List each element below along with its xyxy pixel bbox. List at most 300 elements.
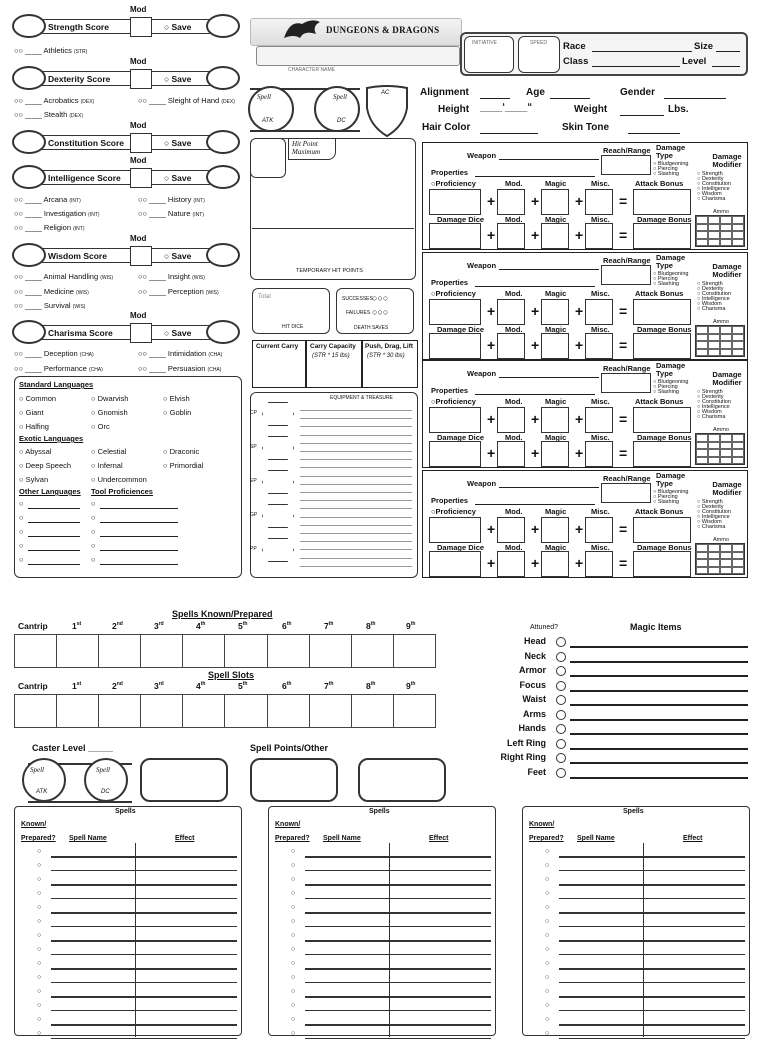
spell-row[interactable]	[559, 912, 745, 914]
ammo-tracker[interactable]	[695, 325, 745, 357]
ability-modifier-box[interactable]	[130, 168, 152, 188]
reach-box[interactable]	[601, 373, 651, 393]
spell-points-box-3[interactable]	[358, 758, 446, 802]
prepared-check[interactable]: ○	[291, 848, 296, 855]
ammo-cell[interactable]	[708, 326, 720, 334]
damage-dice-box[interactable]	[429, 551, 481, 577]
damage-modifier-option[interactable]: ○ Strength	[697, 499, 723, 505]
ammo-cell[interactable]	[720, 559, 732, 567]
proficiency-circles-icon[interactable]: ○○ ____	[138, 96, 168, 105]
ammo-tracker[interactable]	[695, 215, 745, 247]
language-option[interactable]: ○ Orc	[91, 422, 110, 431]
coin-box[interactable]	[262, 402, 294, 426]
damage-modifier-option[interactable]: ○ Wisdom	[697, 191, 722, 197]
spell-row[interactable]	[51, 996, 237, 998]
ammo-cell[interactable]	[732, 567, 744, 575]
coin-box[interactable]	[262, 504, 294, 528]
proficiency-circles-icon[interactable]: ○○ ____	[138, 287, 168, 296]
magic-item-field[interactable]	[570, 661, 748, 663]
prepared-check[interactable]: ○	[291, 918, 296, 925]
damage-mod-box[interactable]	[497, 441, 525, 467]
class-field[interactable]	[592, 66, 680, 67]
skin-field[interactable]	[628, 133, 680, 134]
spell-row[interactable]	[305, 940, 491, 942]
language-option[interactable]: ○ Draconic	[163, 447, 200, 456]
language-option[interactable]: ○ Elvish	[163, 394, 190, 403]
damage-type-option[interactable]: ○ Piercing	[653, 166, 678, 172]
ability-modifier-box[interactable]	[130, 17, 152, 37]
skill-deception[interactable]	[14, 349, 94, 358]
prepared-check[interactable]: ○	[37, 890, 42, 897]
ammo-cell[interactable]	[696, 326, 708, 334]
spell-row[interactable]	[305, 996, 491, 998]
damage-bonus-box[interactable]	[633, 551, 691, 577]
language-option[interactable]: ○ Giant	[19, 408, 44, 417]
attuned-check[interactable]	[556, 710, 566, 720]
lower-spell-dc-circle[interactable]	[84, 758, 128, 802]
language-option[interactable]: ○ Halfing	[19, 422, 49, 431]
spell-atk-circle[interactable]	[248, 86, 294, 132]
spell-slots-row[interactable]	[14, 694, 436, 728]
magic-box[interactable]	[541, 189, 569, 215]
skill-medicine[interactable]	[14, 287, 89, 296]
spell-row[interactable]	[305, 898, 491, 899]
language-option[interactable]: ○ Gnomish	[91, 408, 128, 417]
prepared-check[interactable]: ○	[291, 1016, 296, 1023]
ammo-cell[interactable]	[708, 231, 720, 239]
ability-secondary-oval[interactable]	[206, 130, 240, 154]
spell-row[interactable]	[559, 996, 745, 998]
damage-modifier-option[interactable]: ○ Dexterity	[697, 176, 724, 182]
prepared-check[interactable]: ○	[37, 988, 42, 995]
ammo-cell[interactable]	[708, 216, 720, 224]
ammo-cell[interactable]	[732, 341, 744, 349]
tool-proficiency-field[interactable]: ○	[91, 499, 96, 508]
damage-modifier-option[interactable]: ○ Intelligence	[697, 186, 730, 192]
magic-box[interactable]	[541, 407, 569, 433]
prepared-check[interactable]: ○	[291, 862, 296, 869]
damage-magic-box[interactable]	[541, 551, 569, 577]
save-check[interactable]	[164, 328, 191, 338]
save-check[interactable]	[164, 22, 191, 32]
equipment-line[interactable]	[300, 484, 412, 485]
damage-bonus-box[interactable]	[633, 333, 691, 359]
spell-points-box-2[interactable]	[250, 758, 338, 802]
other-language-field[interactable]: ○	[19, 555, 24, 564]
spell-row[interactable]	[51, 898, 237, 899]
ability-modifier-box[interactable]	[130, 69, 152, 89]
proficiency-circles-icon[interactable]: ○○ ____	[14, 110, 44, 119]
race-field[interactable]	[592, 51, 692, 52]
skill-stealth[interactable]	[14, 110, 83, 119]
ability-modifier-box[interactable]	[130, 133, 152, 153]
proficiency-circles-icon[interactable]: ○○ ____	[138, 349, 168, 358]
equipment-line[interactable]	[300, 525, 412, 526]
prepared-check[interactable]: ○	[291, 988, 296, 995]
skill-arcana[interactable]	[14, 195, 81, 204]
damage-modifier-option[interactable]: ○ Charisma	[697, 196, 726, 202]
prepared-check[interactable]: ○	[545, 932, 550, 939]
ammo-cell[interactable]	[708, 559, 720, 567]
lower-spell-atk-circle[interactable]	[22, 758, 66, 802]
save-check[interactable]	[164, 251, 191, 261]
ammo-cell[interactable]	[696, 567, 708, 575]
prepared-check[interactable]: ○	[545, 918, 550, 925]
equipment-line[interactable]	[300, 467, 412, 468]
damage-modifier-option[interactable]: ○ Strength	[697, 171, 723, 177]
prepared-check[interactable]: ○	[291, 890, 296, 897]
mod-box[interactable]	[497, 517, 525, 543]
ability-score-oval[interactable]	[12, 243, 46, 267]
prepared-check[interactable]: ○	[291, 946, 296, 953]
ammo-cell[interactable]	[696, 349, 708, 357]
prepared-check[interactable]: ○	[291, 904, 296, 911]
attack-bonus-box[interactable]	[633, 407, 691, 433]
ammo-cell[interactable]	[720, 457, 732, 465]
prepared-check[interactable]: ○	[545, 1030, 550, 1037]
ability-secondary-oval[interactable]	[206, 320, 240, 344]
weapon-name-field[interactable]	[499, 269, 599, 270]
ammo-cell[interactable]	[708, 334, 720, 342]
coin-box[interactable]	[262, 436, 294, 460]
ability-secondary-oval[interactable]	[206, 243, 240, 267]
ammo-cell[interactable]	[720, 449, 732, 457]
caster-level-label[interactable]: Caster Level _____	[32, 743, 114, 753]
spell-row[interactable]	[305, 954, 491, 955]
skill-perception[interactable]	[138, 287, 219, 296]
reach-box[interactable]	[601, 265, 651, 285]
properties-field[interactable]	[475, 394, 595, 395]
ability-secondary-oval[interactable]	[206, 14, 240, 38]
ammo-cell[interactable]	[696, 544, 708, 552]
equipment-line[interactable]	[300, 517, 412, 518]
damage-magic-box[interactable]	[541, 223, 569, 249]
ammo-cell[interactable]	[732, 434, 744, 442]
proficiency-circles-icon[interactable]: ○○ ____	[14, 272, 44, 281]
equipment-line[interactable]	[300, 476, 412, 477]
other-language-field[interactable]: ○	[19, 499, 24, 508]
ammo-cell[interactable]	[696, 224, 708, 232]
size-field[interactable]	[716, 51, 740, 52]
language-option[interactable]: ○ Goblin	[163, 408, 192, 417]
prepared-check[interactable]: ○	[291, 876, 296, 883]
hp-current-box[interactable]	[250, 138, 286, 178]
proficiency-box[interactable]	[429, 299, 481, 325]
ammo-cell[interactable]	[708, 442, 720, 450]
proficiency-circles-icon[interactable]: ○○ ____	[14, 223, 44, 232]
skill-nature[interactable]	[138, 209, 204, 218]
skill-persuasion[interactable]	[138, 364, 221, 373]
magic-item-field[interactable]	[570, 646, 748, 648]
magic-box[interactable]	[541, 517, 569, 543]
attuned-check[interactable]	[556, 724, 566, 734]
ammo-cell[interactable]	[708, 552, 720, 560]
ability-secondary-oval[interactable]	[206, 66, 240, 90]
damage-modifier-option[interactable]: ○ Constitution	[697, 509, 731, 515]
attuned-check[interactable]	[556, 652, 566, 662]
damage-type-option[interactable]: ○ Piercing	[653, 276, 678, 282]
damage-modifier-option[interactable]: ○ Dexterity	[697, 394, 724, 400]
weapon-name-field[interactable]	[499, 377, 599, 378]
save-check[interactable]	[164, 173, 191, 183]
prepared-check[interactable]: ○	[37, 946, 42, 953]
other-language-field[interactable]: ○	[19, 513, 24, 522]
damage-modifier-option[interactable]: ○ Constitution	[697, 399, 731, 405]
damage-type-option[interactable]: ○ Slashing	[653, 281, 679, 287]
damage-misc-box[interactable]	[585, 223, 613, 249]
damage-bonus-box[interactable]	[633, 441, 691, 467]
proficiency-circles-icon[interactable]: ○○ ____	[138, 272, 168, 281]
prepared-check[interactable]: ○	[291, 960, 296, 967]
magic-item-field[interactable]	[570, 719, 748, 721]
ammo-cell[interactable]	[732, 239, 744, 247]
damage-misc-box[interactable]	[585, 441, 613, 467]
proficiency-circles-icon[interactable]: ○○ ____	[14, 364, 44, 373]
prepared-check[interactable]: ○	[545, 890, 550, 897]
alignment-field[interactable]	[480, 98, 510, 99]
proficiency-check[interactable]: ○Proficiency	[431, 397, 476, 406]
skill-investigation[interactable]	[14, 209, 100, 218]
proficiency-circles-icon[interactable]: ○○ ____	[138, 209, 168, 218]
magic-item-field[interactable]	[570, 762, 748, 764]
damage-modifier-option[interactable]: ○ Constitution	[697, 291, 731, 297]
equipment-line[interactable]	[300, 426, 412, 427]
prepared-check[interactable]: ○	[37, 1002, 42, 1009]
proficiency-circles-icon[interactable]: ○○ ____	[14, 349, 44, 358]
magic-item-field[interactable]	[570, 704, 748, 706]
prepared-check[interactable]: ○	[545, 1002, 550, 1009]
skill-acrobatics[interactable]	[14, 96, 94, 105]
spell-row[interactable]	[305, 968, 491, 970]
damage-dice-box[interactable]	[429, 441, 481, 467]
ability-score-oval[interactable]	[12, 14, 46, 38]
properties-field[interactable]	[475, 286, 595, 287]
weapon-name-field[interactable]	[499, 159, 599, 160]
attuned-check[interactable]	[556, 637, 566, 647]
prepared-check[interactable]: ○	[37, 974, 42, 981]
spell-row[interactable]	[51, 884, 237, 886]
tool-proficiency-field[interactable]: ○	[91, 513, 96, 522]
ammo-cell[interactable]	[720, 552, 732, 560]
prepared-check[interactable]: ○	[291, 932, 296, 939]
language-option[interactable]: ○ Dwarvish	[91, 394, 129, 403]
coin-box[interactable]	[262, 470, 294, 494]
ability-score-oval[interactable]	[12, 130, 46, 154]
language-option[interactable]: ○ Celestial	[91, 447, 127, 456]
tool-proficiency-field[interactable]: ○	[91, 527, 96, 536]
save-check[interactable]	[164, 74, 191, 84]
ammo-cell[interactable]	[720, 224, 732, 232]
ammo-cell[interactable]	[720, 442, 732, 450]
damage-type-option[interactable]: ○ Bludgeoning	[653, 379, 689, 385]
damage-magic-box[interactable]	[541, 441, 569, 467]
proficiency-circles-icon[interactable]: ○○ ____	[14, 287, 44, 296]
damage-modifier-option[interactable]: ○ Wisdom	[697, 409, 722, 415]
damage-modifier-option[interactable]: ○ Intelligence	[697, 514, 730, 520]
ammo-cell[interactable]	[720, 216, 732, 224]
damage-dice-box[interactable]	[429, 223, 481, 249]
skill-religion[interactable]	[14, 223, 85, 232]
ammo-cell[interactable]	[696, 559, 708, 567]
damage-modifier-option[interactable]: ○ Intelligence	[697, 404, 730, 410]
ammo-cell[interactable]	[732, 326, 744, 334]
skill-survival[interactable]	[14, 301, 85, 310]
prepared-check[interactable]: ○	[37, 904, 42, 911]
ammo-cell[interactable]	[732, 457, 744, 465]
proficiency-circles-icon[interactable]: ○○ ____	[14, 195, 44, 204]
spell-row[interactable]	[305, 1024, 491, 1026]
equipment-line[interactable]	[300, 451, 412, 452]
mod-box[interactable]	[497, 299, 525, 325]
misc-box[interactable]	[585, 189, 613, 215]
language-option[interactable]: ○ Common	[19, 394, 57, 403]
skill-history[interactable]	[138, 195, 205, 204]
ammo-cell[interactable]	[720, 341, 732, 349]
attuned-check[interactable]	[556, 768, 566, 778]
proficiency-circles-icon[interactable]: ○○ ____	[14, 301, 44, 310]
prepared-check[interactable]: ○	[37, 848, 42, 855]
age-field[interactable]	[550, 98, 590, 99]
mod-box[interactable]	[497, 189, 525, 215]
damage-type-option[interactable]: ○ Piercing	[653, 384, 678, 390]
damage-modifier-option[interactable]: ○ Strength	[697, 389, 723, 395]
attack-bonus-box[interactable]	[633, 189, 691, 215]
damage-modifier-option[interactable]: ○ Strength	[697, 281, 723, 287]
level-field[interactable]	[712, 66, 740, 67]
ammo-cell[interactable]	[708, 449, 720, 457]
ability-score-oval[interactable]	[12, 66, 46, 90]
damage-modifier-option[interactable]: ○ Dexterity	[697, 286, 724, 292]
damage-misc-box[interactable]	[585, 333, 613, 359]
ability-modifier-box[interactable]	[130, 323, 152, 343]
skill-sleight[interactable]	[138, 96, 235, 105]
equipment-line[interactable]	[300, 410, 412, 411]
ability-secondary-oval[interactable]	[206, 165, 240, 189]
spell-row[interactable]	[559, 870, 745, 871]
damage-modifier-option[interactable]: ○ Charisma	[697, 524, 726, 530]
spell-row[interactable]	[559, 954, 745, 955]
ammo-cell[interactable]	[696, 239, 708, 247]
proficiency-circles-icon[interactable]: ○○ ____	[14, 46, 44, 55]
successes-checks[interactable]: ○○○	[372, 293, 389, 303]
attack-bonus-box[interactable]	[633, 517, 691, 543]
failures-checks[interactable]: ○○○	[372, 307, 389, 317]
spell-row[interactable]	[559, 856, 745, 858]
attuned-check[interactable]	[556, 681, 566, 691]
hair-field[interactable]	[480, 133, 538, 134]
ammo-cell[interactable]	[720, 239, 732, 247]
mod-box[interactable]	[497, 407, 525, 433]
skill-intimidation[interactable]	[138, 349, 222, 358]
spell-row[interactable]	[305, 856, 491, 858]
proficiency-check[interactable]: ○Proficiency	[431, 507, 476, 516]
prepared-check[interactable]: ○	[37, 1030, 42, 1037]
ammo-cell[interactable]	[732, 224, 744, 232]
damage-type-option[interactable]: ○ Bludgeoning	[653, 489, 689, 495]
proficiency-box[interactable]	[429, 407, 481, 433]
damage-modifier-option[interactable]: ○ Wisdom	[697, 519, 722, 525]
skill-athletics[interactable]	[14, 46, 87, 55]
properties-field[interactable]	[475, 504, 595, 505]
ammo-cell[interactable]	[696, 334, 708, 342]
prepared-check[interactable]: ○	[291, 974, 296, 981]
spell-row[interactable]	[51, 954, 237, 955]
language-option[interactable]: ○ Primordial	[163, 461, 204, 470]
spell-row[interactable]	[51, 912, 237, 914]
reach-box[interactable]	[601, 483, 651, 503]
spell-row[interactable]	[51, 1010, 237, 1011]
magic-item-field[interactable]	[570, 748, 748, 750]
ammo-cell[interactable]	[708, 434, 720, 442]
ammo-cell[interactable]	[732, 231, 744, 239]
ability-score-oval[interactable]	[12, 165, 46, 189]
tool-proficiency-field[interactable]: ○	[91, 555, 96, 564]
spell-row[interactable]	[305, 926, 491, 927]
prepared-check[interactable]: ○	[37, 960, 42, 967]
damage-dice-box[interactable]	[429, 333, 481, 359]
language-option[interactable]: ○ Undercommon	[91, 475, 147, 484]
magic-item-field[interactable]	[570, 733, 748, 735]
skill-insight[interactable]	[138, 272, 205, 281]
magic-item-field[interactable]	[570, 690, 748, 692]
magic-box[interactable]	[541, 299, 569, 325]
equipment-line[interactable]	[300, 541, 412, 542]
attack-bonus-box[interactable]	[633, 299, 691, 325]
proficiency-circles-icon[interactable]: ○○ ____	[138, 364, 168, 373]
prepared-check[interactable]: ○	[545, 876, 550, 883]
damage-modifier-option[interactable]: ○ Dexterity	[697, 504, 724, 510]
damage-type-option[interactable]: ○ Slashing	[653, 499, 679, 505]
spell-row[interactable]	[51, 870, 237, 871]
prepared-check[interactable]: ○	[37, 876, 42, 883]
proficiency-box[interactable]	[429, 517, 481, 543]
prepared-check[interactable]: ○	[37, 932, 42, 939]
ammo-cell[interactable]	[732, 216, 744, 224]
proficiency-circles-icon[interactable]: ○○ ____	[14, 209, 44, 218]
spell-points-box-1[interactable]	[140, 758, 228, 802]
prepared-check[interactable]: ○	[545, 974, 550, 981]
weight-field[interactable]	[620, 115, 664, 116]
spell-row[interactable]	[51, 982, 237, 983]
spell-row[interactable]	[559, 968, 745, 970]
spell-row[interactable]	[559, 982, 745, 983]
damage-modifier-option[interactable]: ○ Wisdom	[697, 301, 722, 307]
spell-row[interactable]	[559, 1024, 745, 1026]
proficiency-check[interactable]: ○Proficiency	[431, 289, 476, 298]
ammo-cell[interactable]	[696, 231, 708, 239]
other-language-field[interactable]: ○	[19, 541, 24, 550]
equipment-line[interactable]	[300, 566, 412, 567]
prepared-check[interactable]: ○	[545, 988, 550, 995]
damage-type-option[interactable]: ○ Piercing	[653, 494, 678, 500]
equipment-line[interactable]	[300, 459, 412, 460]
damage-bonus-box[interactable]	[633, 223, 691, 249]
gender-field[interactable]	[664, 98, 726, 99]
other-language-field[interactable]: ○	[19, 527, 24, 536]
prepared-check[interactable]: ○	[291, 1002, 296, 1009]
ammo-cell[interactable]	[732, 559, 744, 567]
damage-modifier-option[interactable]: ○ Charisma	[697, 414, 726, 420]
proficiency-circles-icon[interactable]: ○○ ____	[14, 96, 44, 105]
ammo-cell[interactable]	[708, 544, 720, 552]
coin-box[interactable]	[262, 538, 294, 562]
ammo-cell[interactable]	[720, 434, 732, 442]
save-check[interactable]	[164, 138, 191, 148]
damage-modifier-option[interactable]: ○ Charisma	[697, 306, 726, 312]
weapon-name-field[interactable]	[499, 487, 599, 488]
ammo-cell[interactable]	[720, 544, 732, 552]
prepared-check[interactable]: ○	[37, 862, 42, 869]
